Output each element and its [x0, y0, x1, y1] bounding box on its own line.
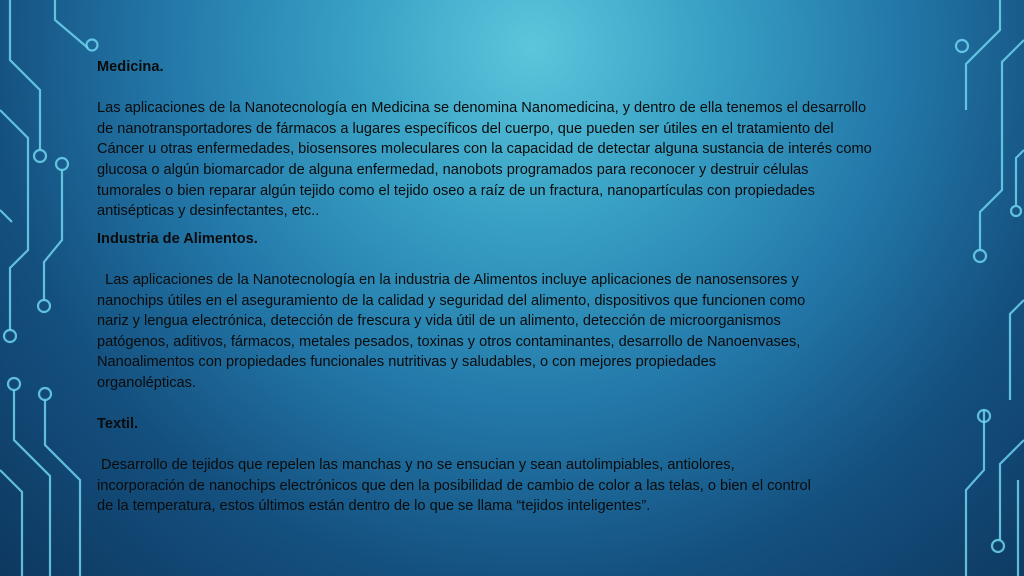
circuit-node [39, 388, 51, 400]
paragraph-line: Las aplicaciones de la Nanotecnología en la industria de Alimentos incluye aplicaciones de nanosensores y [97, 271, 799, 288]
paragraph-line: Nanoalimentos con propiedades funcionales nutritivas y saludables, o con mejores propiedades [97, 354, 716, 371]
circuit-node [34, 150, 46, 162]
paragraph-line: patógenos, aditivos, fármacos, metales pesados, toxinas y otros contaminantes, desarrollo de Nanoenvases, [97, 333, 801, 350]
paragraph-line: de nanotransportadores de fármacos a lugares específicos del cuerpo, que pueden ser útiles en el tratamiento del [97, 120, 834, 137]
paragraph-line: organolépticas. [97, 374, 196, 391]
paragraph-line: Cáncer u otras enfermedades, biosensores moleculares con la capacidad de detectar alguna sustancia de interés como [97, 141, 872, 158]
circuit-node [1011, 206, 1021, 216]
circuit-trace [966, 410, 984, 576]
circuit-node [974, 250, 986, 262]
section-heading-medicina: Medicina. [97, 59, 164, 75]
paragraph-line: incorporación de nanochips electrónicos que den la posibilidad de cambio de color a las telas, o bien el control [97, 477, 811, 494]
circuit-node [956, 40, 968, 52]
circuit-trace [0, 210, 12, 222]
paragraph-line: nariz y lengua electrónica, detección de frescura y vida útil de un alimento, detección de microorganismos [97, 313, 781, 330]
circuit-node [4, 330, 16, 342]
paragraph-line: glucosa o algún biomarcador de alguna enfermedad, nanobots programados para reconocer y destruir células [97, 161, 809, 178]
paragraph-line: tumorales o bien reparar algún tejido como el tejido oseo a raíz de un fractura, nanopartículas con propiedades [97, 182, 815, 199]
circuit-trace [0, 470, 22, 576]
paragraph-line: Las aplicaciones de la Nanotecnología en Medicina se denomina Nanomedicina, y dentro de ella tenemos el desarrollo [97, 100, 867, 117]
circuit-node [38, 300, 50, 312]
paragraph-line: antisépticas y desinfectantes, etc.. [97, 203, 320, 220]
paragraph-line: Desarrollo de tejidos que repelen las manchas y no se ensucian y sean autolimpiables, antiolores, [97, 457, 735, 474]
circuit-node [8, 378, 20, 390]
paragraph-line: nanochips útiles en el aseguramiento de la calidad y seguridad del alimento, dispositivos que funcionen como [97, 292, 806, 309]
section-heading-textil: Textil. [97, 416, 139, 433]
paragraph-line: de la temperatura, estos últimos están dentro de lo que se llama “tejidos inteligentes”. [97, 498, 651, 515]
circuit-trace [55, 0, 88, 48]
slide-content [97, 57, 937, 517]
circuit-trace [1010, 300, 1024, 400]
circuit-node [87, 40, 98, 51]
circuit-trace [10, 0, 40, 150]
circuit-node [992, 540, 1004, 552]
section-heading-alimentos: Industria de Alimentos. [97, 230, 258, 247]
circuit-trace [966, 0, 1000, 110]
circuit-trace [1000, 440, 1024, 540]
circuit-trace [1016, 150, 1024, 205]
circuit-node [56, 158, 68, 170]
circuit-trace [0, 110, 28, 330]
circuit-trace [980, 40, 1024, 250]
circuit-trace [44, 170, 62, 300]
